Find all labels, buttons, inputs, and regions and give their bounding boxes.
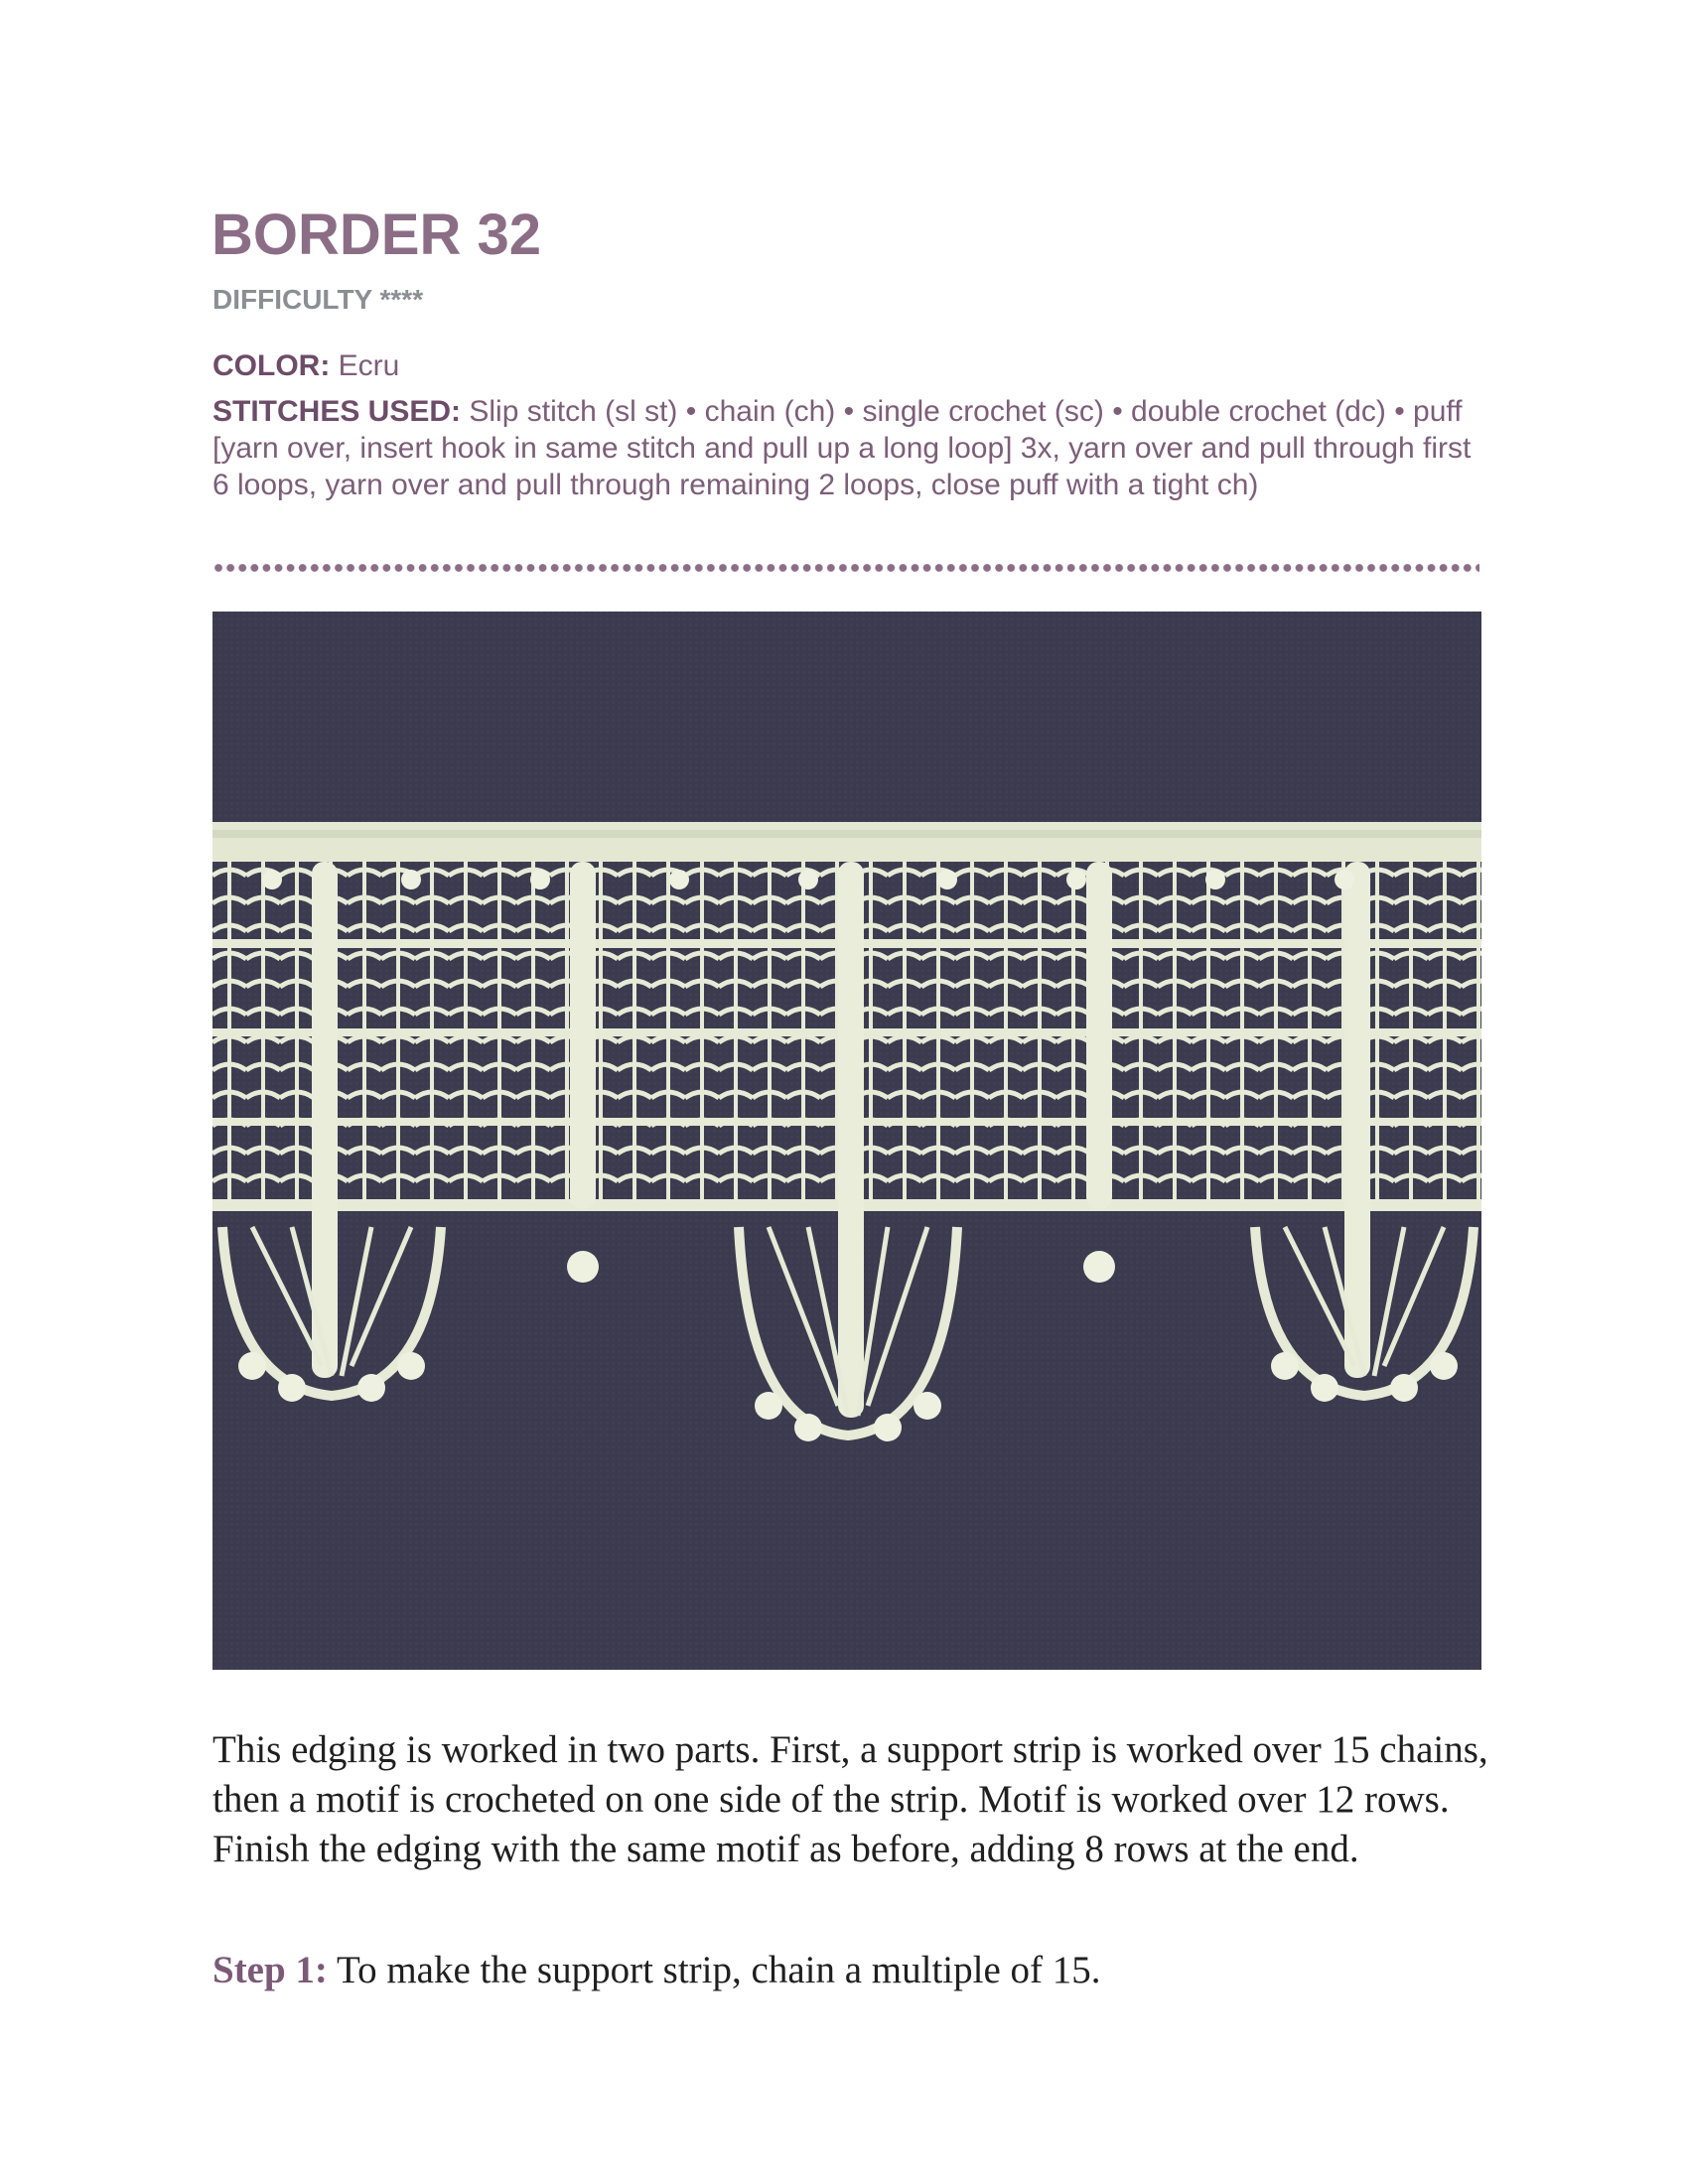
difficulty-rating: DIFFICULTY **** — [212, 284, 424, 315]
stitches-value: Slip stitch (sl st) • chain (ch) • single crochet (sc) • double crochet (dc) • puff [yarn over, insert hook in same stitch and pull up a long loop] 3x, yarn over and pull through first 6 loops, yarn over and pull through remaining 2 loops, close puff with a tight ch) — [212, 395, 1472, 501]
dotted-divider — [212, 562, 1479, 574]
step-1-text: To make the support strip, chain a multiple of 15. — [327, 1949, 1101, 1991]
intro-paragraph: This edging is worked in two parts. First, a support strip is worked over 15 chains, then a motif is crocheted on one side of the strip. Motif is worked over 12 rows. Finish the edging with the same motif as before, adding 8 rows at the end. — [212, 1728, 1488, 1870]
step-1-label: Step 1: — [212, 1949, 328, 1991]
page-title: BORDER 32 — [211, 203, 541, 267]
step-1 — [212, 1946, 1493, 1995]
lace-illustration — [212, 612, 1481, 1670]
stitches-info — [212, 393, 1483, 503]
color-label: COLOR: — [212, 349, 331, 382]
lace-border-photo — [212, 612, 1481, 1670]
color-value: Ecru — [338, 349, 400, 382]
color-info — [212, 351, 1483, 381]
stitches-label: STITCHES USED: — [212, 395, 462, 428]
